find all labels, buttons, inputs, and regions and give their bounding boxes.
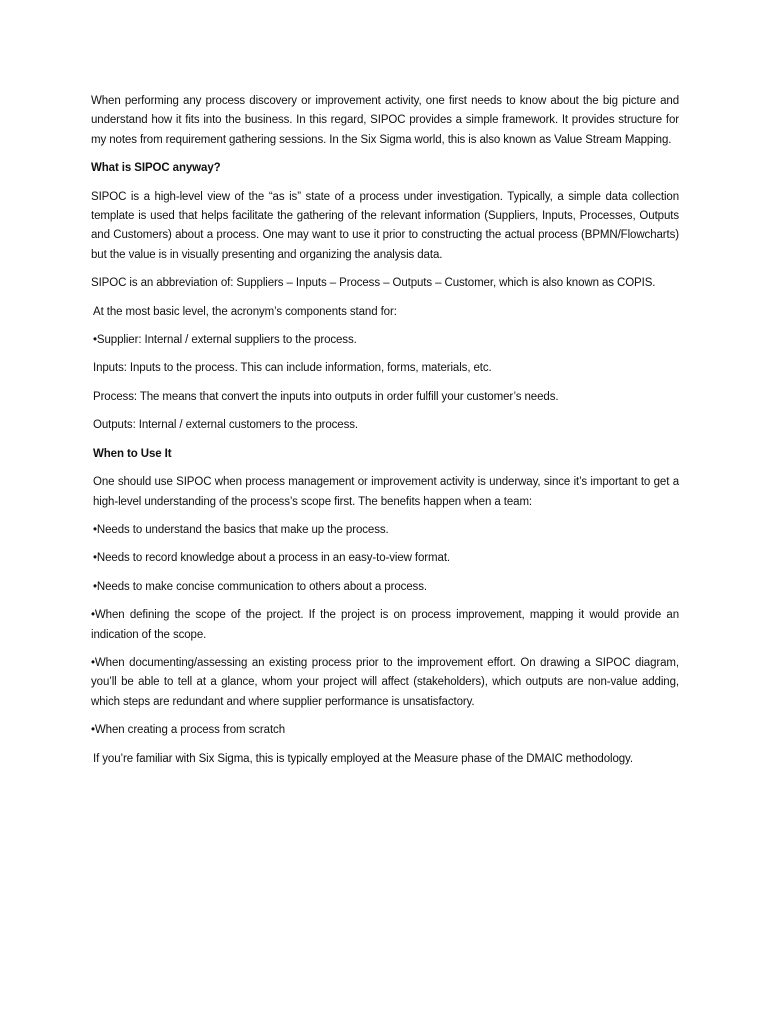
sipoc-definition-paragraph: SIPOC is a high-level view of the “as is” state of a process under investigation. Typically, a simple data collection template is used that helps facilitate the gathering of the relevant information (Suppliers, Inputs, Processes, Outputs and Customers) about a process. One may want to use it prior to constructing the actual process (BPMN/Flowcharts) but the value is in visually presenting and organizing the analysis data. <box>91 190 679 261</box>
six-sigma-paragraph: If you’re familiar with Six Sigma, this is typically employed at the Measure phase of the DMAIC methodology. <box>93 752 633 765</box>
component-process: Process: The means that convert the inputs into outputs in order fulfill your customer’s needs. <box>93 390 559 403</box>
benefit-item-basics: •Needs to understand the basics that make up the process. <box>93 523 389 536</box>
usage-item-documenting: •When documenting/assessing an existing process prior to the improvement effort. On drawing a SIPOC diagram, you’ll be able to tell at a glance, whom your project will affect (stakeholders), which outputs are non-value adding, which steps are redundant and where supplier performance is unsatisfactory. <box>91 656 679 708</box>
usage-item-scratch: •When creating a process from scratch <box>91 724 285 737</box>
intro-paragraph: When performing any process discovery or improvement activity, one first needs to know about the big picture and understand how it fits into the business. In this regard, SIPOC provides a simple framework. It provides structure for my notes from requirement gathering sessions. In the Six Sigma world, this is also known as Value Stream Mapping. <box>91 95 679 146</box>
component-outputs: Outputs: Internal / external customers to the process. <box>93 419 358 432</box>
component-inputs: Inputs: Inputs to the process. This can include information, forms, materials, etc. <box>93 362 492 375</box>
abbreviation-paragraph: SIPOC is an abbreviation of: Suppliers – Inputs – Process – Outputs – Customer, which is also known as COPIS. <box>91 277 656 290</box>
component-supplier: •Supplier: Internal / external suppliers to the process. <box>93 334 357 347</box>
usage-item-scope: •When defining the scope of the project. If the project is on process improvement, mapping it would provide an indication of the scope. <box>91 609 679 641</box>
document-page <box>91 92 679 778</box>
benefit-item-record: •Needs to record knowledge about a process in an easy-to-view format. <box>93 552 451 565</box>
when-to-use-paragraph: One should use SIPOC when process management or improvement activity is underway, since it’s important to get a high-level understanding of the process’s scope first. The benefits happen when a team: <box>93 476 679 508</box>
benefit-item-communication: •Needs to make concise communication to others about a process. <box>93 580 427 593</box>
heading-what-is-sipoc: What is SIPOC anyway? <box>91 162 221 175</box>
components-intro: At the most basic level, the acronym’s components stand for: <box>93 305 397 318</box>
heading-when-to-use: When to Use It <box>93 447 172 460</box>
